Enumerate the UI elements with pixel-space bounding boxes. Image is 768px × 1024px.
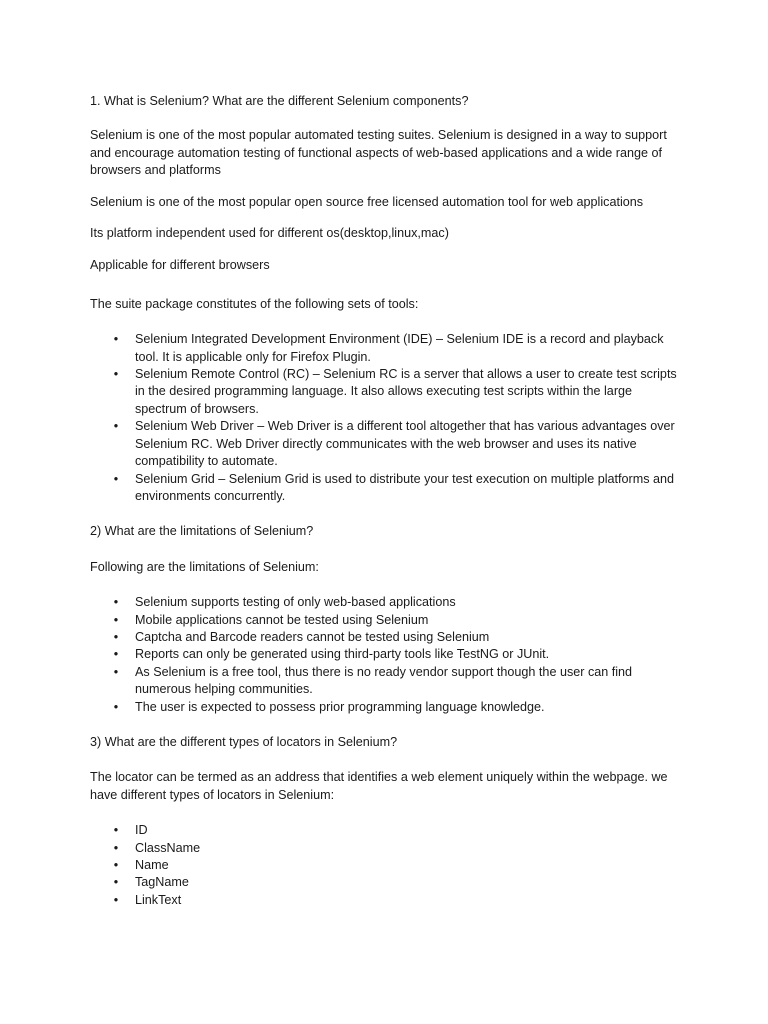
document-body <box>90 93 680 909</box>
list-item <box>90 594 680 611</box>
list-item <box>90 331 680 366</box>
list-item <box>90 471 680 506</box>
list-item-text: ClassName <box>135 840 201 855</box>
paragraph: The suite package constitutes of the following sets of tools: <box>90 296 419 311</box>
locators-list <box>90 822 680 909</box>
limitations-list <box>90 594 680 716</box>
question-3-heading: 3) What are the different types of locators in Selenium? <box>90 734 398 749</box>
list-item-text: Reports can only be generated using third-party tools like TestNG or JUnit. <box>135 647 550 662</box>
bullet-icon: • <box>113 612 119 627</box>
list-item-text: TagName <box>135 875 189 890</box>
list-item-text: Selenium Integrated Development Environment (IDE) – Selenium IDE is a record and playback tool. It is applicable only for Firefox Plugin. <box>135 332 664 364</box>
list-item <box>90 874 680 891</box>
list-item <box>90 857 680 874</box>
list-item <box>90 366 680 418</box>
bullet-icon: • <box>113 367 119 382</box>
bullet-icon: • <box>113 332 119 347</box>
bullet-icon: • <box>113 840 119 855</box>
paragraph: Its platform independent used for different os(desktop,linux,mac) <box>90 226 449 241</box>
bullet-icon: • <box>113 858 119 872</box>
bullet-icon: • <box>113 471 119 486</box>
question-1-heading: 1. What is Selenium? What are the different Selenium components? <box>90 94 469 108</box>
list-item-text: Mobile applications cannot be tested using Selenium <box>135 612 429 627</box>
list-item-text: Selenium Grid – Selenium Grid is used to distribute your test execution on multiple platforms and environments concurrently. <box>135 471 674 503</box>
question-2-heading: 2) What are the limitations of Selenium? <box>90 524 314 539</box>
list-item-text: Name <box>135 858 169 872</box>
list-item-text: Selenium supports testing of only web-based applications <box>135 595 456 610</box>
list-item <box>90 612 680 629</box>
bullet-icon: • <box>113 647 119 662</box>
paragraph: The locator can be termed as an address that identifies a web element uniquely within the webpage. we have different types of locators in Selenium: <box>90 770 668 802</box>
bullet-icon: • <box>113 664 119 679</box>
list-item <box>90 646 680 663</box>
bullet-icon: • <box>113 419 119 434</box>
paragraph: Applicable for different browsers <box>90 258 270 273</box>
bullet-icon: • <box>113 875 119 890</box>
bullet-icon: • <box>113 629 119 644</box>
list-item-text: Selenium Remote Control (RC) – Selenium RC is a server that allows a user to create test scripts in the desired programming language. It also allows executing test scripts within the large spectrum of browsers. <box>135 367 677 416</box>
bullet-icon: • <box>113 892 119 907</box>
list-item <box>90 822 680 839</box>
list-item-text: Selenium Web Driver – Web Driver is a different tool altogether that has various advantages over Selenium RC. Web Driver directly communicates with the web browser and uses its native compatibility to automate. <box>135 419 675 469</box>
list-item-text: ID <box>135 823 148 838</box>
tools-list <box>90 331 680 505</box>
list-item-text: LinkText <box>135 892 182 907</box>
paragraph: Selenium is one of the most popular automated testing suites. Selenium is designed in a way to support and encourage automation testing of functional aspects of web-based applications and a wide range of browsers and platforms <box>90 128 667 178</box>
bullet-icon: • <box>113 595 119 610</box>
list-item <box>90 418 680 470</box>
list-item <box>90 699 680 716</box>
list-item <box>90 664 680 699</box>
bullet-icon: • <box>113 699 119 714</box>
paragraph: Following are the limitations of Selenium: <box>90 559 319 574</box>
list-item <box>90 840 680 857</box>
list-item-text: The user is expected to possess prior programming language knowledge. <box>135 699 545 714</box>
paragraph: Selenium is one of the most popular open source free licensed automation tool for web applications <box>90 194 644 209</box>
list-item <box>90 892 680 909</box>
list-item-text: Captcha and Barcode readers cannot be tested using Selenium <box>135 629 490 644</box>
bullet-icon: • <box>113 823 119 838</box>
list-item <box>90 629 680 646</box>
list-item-text: As Selenium is a free tool, thus there is no ready vendor support though the user can find numerous helping communities. <box>135 664 633 697</box>
